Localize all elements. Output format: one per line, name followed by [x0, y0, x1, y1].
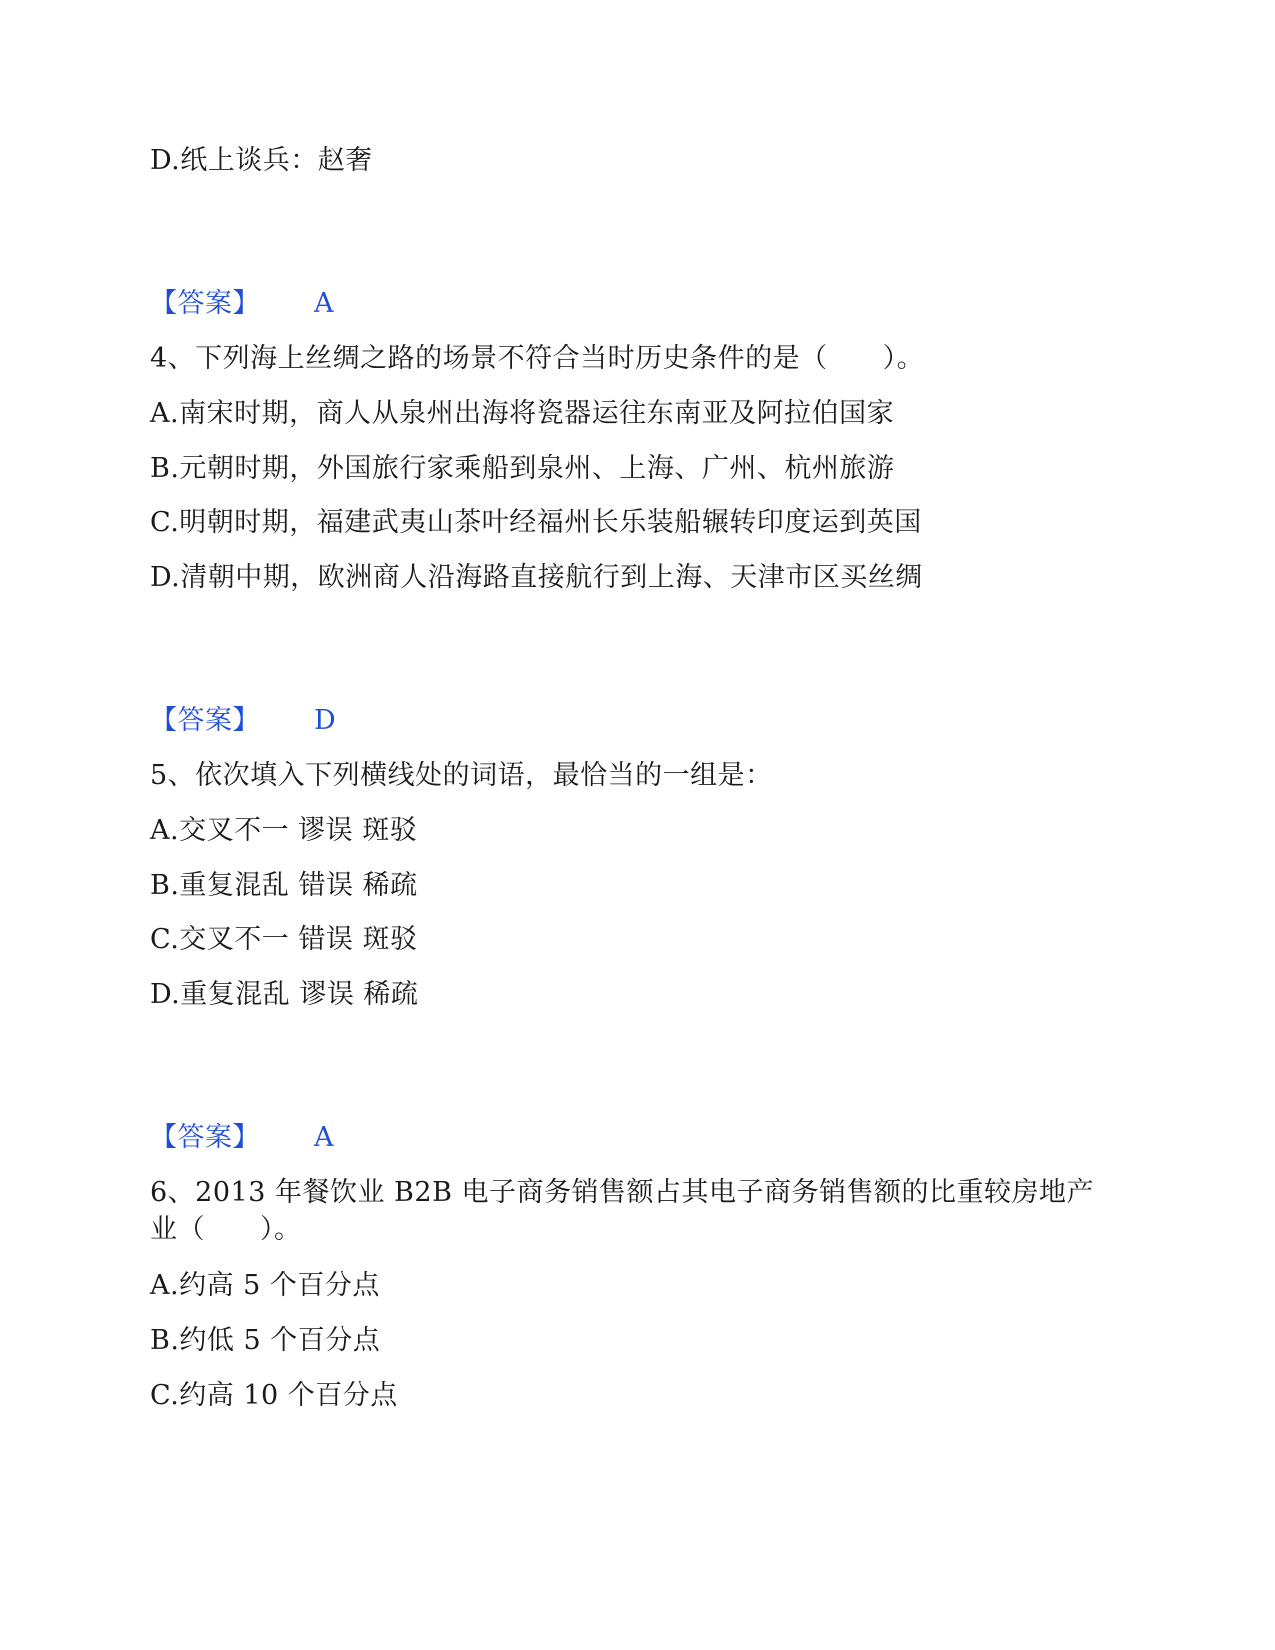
- q4-question: 4、下列海上丝绸之路的场景不符合当时历史条件的是（ ）。: [150, 343, 925, 374]
- q6-question-line2: 业（ ）。: [150, 1214, 302, 1245]
- q4-option-b: B.元朝时期，外国旅行家乘船到泉州、上海、广州、杭州旅游: [150, 453, 895, 484]
- q3-answer: [150, 286, 334, 322]
- q5-option-d: D.重复混乱 谬误 稀疏: [150, 979, 419, 1010]
- q5-option-c: C.交叉不一 错误 斑驳: [150, 924, 418, 955]
- q4-option-a: A.南宋时期，商人从泉州出海将瓷器运往东南亚及阿拉伯国家: [150, 398, 895, 429]
- q3-option-d: D.纸上谈兵：赵奢: [150, 145, 373, 176]
- answer-value: A: [314, 1122, 334, 1153]
- q5-question: 5、依次填入下列横线处的词语，最恰当的一组是：: [150, 760, 773, 791]
- q5-option-a: A.交叉不一 谬误 斑驳: [150, 815, 418, 846]
- answer-value: A: [314, 288, 334, 319]
- q5-option-b: B.重复混乱 错误 稀疏: [150, 870, 418, 901]
- q6-option-a: A.约高 5 个百分点: [150, 1270, 380, 1301]
- q4-answer: [150, 703, 336, 739]
- answer-label: 【答案】: [150, 288, 260, 319]
- answer-label: 【答案】: [150, 1122, 260, 1153]
- answer-label: 【答案】: [150, 705, 260, 736]
- q6-option-b: B.约低 5 个百分点: [150, 1325, 381, 1356]
- q6-option-c: C.约高 10 个百分点: [150, 1380, 398, 1411]
- q4-option-c: C.明朝时期，福建武夷山茶叶经福州长乐装船辗转印度运到英国: [150, 507, 922, 538]
- q6-question-line1: 6、2013 年餐饮业 B2B 电子商务销售额占其电子商务销售额的比重较房地产: [150, 1177, 1094, 1208]
- q5-answer: [150, 1120, 334, 1156]
- q4-option-d: D.清朝中期，欧洲商人沿海路直接航行到上海、天津市区买丝绸: [150, 562, 923, 593]
- answer-value: D: [314, 705, 337, 736]
